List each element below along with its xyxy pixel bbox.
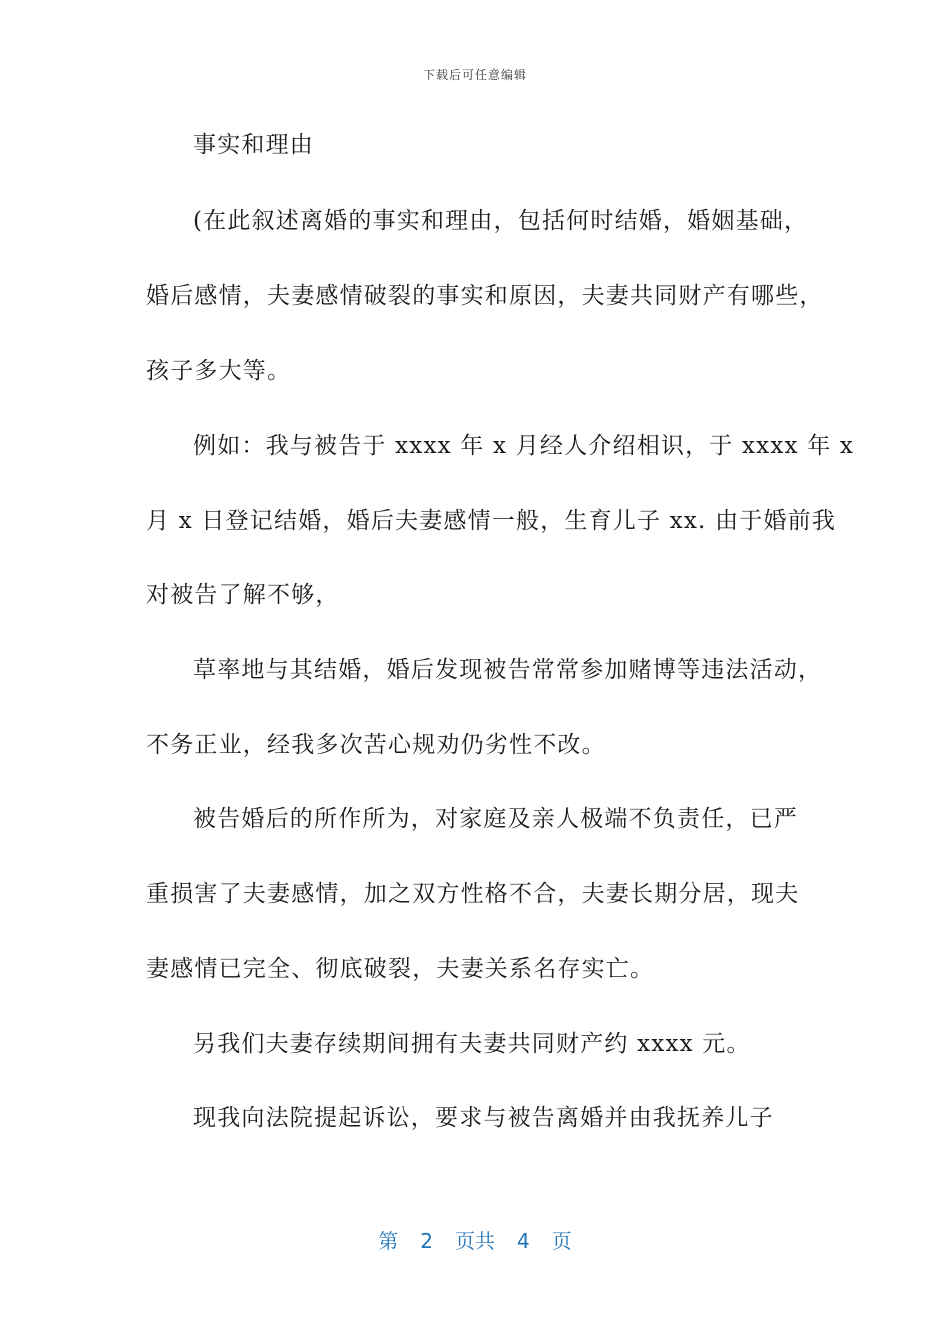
page-footer bbox=[0, 1225, 950, 1254]
text-line: 妻感情已完全、彻底破裂，夫妻关系名存实亡。 bbox=[146, 956, 655, 982]
text-line: 被告婚后的所作所为，对家庭及亲人极端不负责任，已严 bbox=[193, 806, 798, 832]
text-line: 月 x 日登记结婚，婚后夫妻感情一般，生育儿子 xx. 由于婚前我 bbox=[146, 508, 837, 534]
text-line: 另我们夫妻存续期间拥有夫妻共同财产约 xxxx 元。 bbox=[193, 1031, 751, 1057]
page-header: 下载后可任意编辑 bbox=[422, 68, 527, 82]
text-line: 草率地与其结婚，婚后发现被告常常参加赌博等违法活动， bbox=[193, 657, 823, 683]
current-page-number: 2 bbox=[420, 1229, 433, 1253]
text-line: 婚后感情，夫妻感情破裂的事实和原因，夫妻共同财产有哪些， bbox=[146, 283, 824, 309]
text-line: 重损害了夫妻感情，加之双方性格不合，夫妻长期分居，现夫 bbox=[146, 881, 800, 907]
text-line: 对被告了解不够， bbox=[146, 582, 340, 608]
page-suffix: 页 bbox=[551, 1229, 572, 1253]
text-line: (在此叙述离婚的事实和理由，包括何时结婚，婚姻基础， bbox=[193, 208, 809, 234]
section-heading: 事实和理由 bbox=[193, 132, 314, 158]
text-line: 例如：我与被告于 xxxx 年 x 月经人介绍相识，于 xxxx 年 x bbox=[193, 433, 855, 459]
total-pages-number: 4 bbox=[517, 1229, 530, 1253]
page-prefix: 第 bbox=[378, 1229, 399, 1253]
text-line: 现我向法院提起诉讼，要求与被告离婚并由我抚养儿子 bbox=[193, 1105, 774, 1131]
text-line: 孩子多大等。 bbox=[146, 358, 292, 384]
text-line: 不务正业，经我多次苦心规劝仍劣性不改。 bbox=[146, 732, 606, 758]
page-mid: 页共 bbox=[455, 1229, 495, 1253]
